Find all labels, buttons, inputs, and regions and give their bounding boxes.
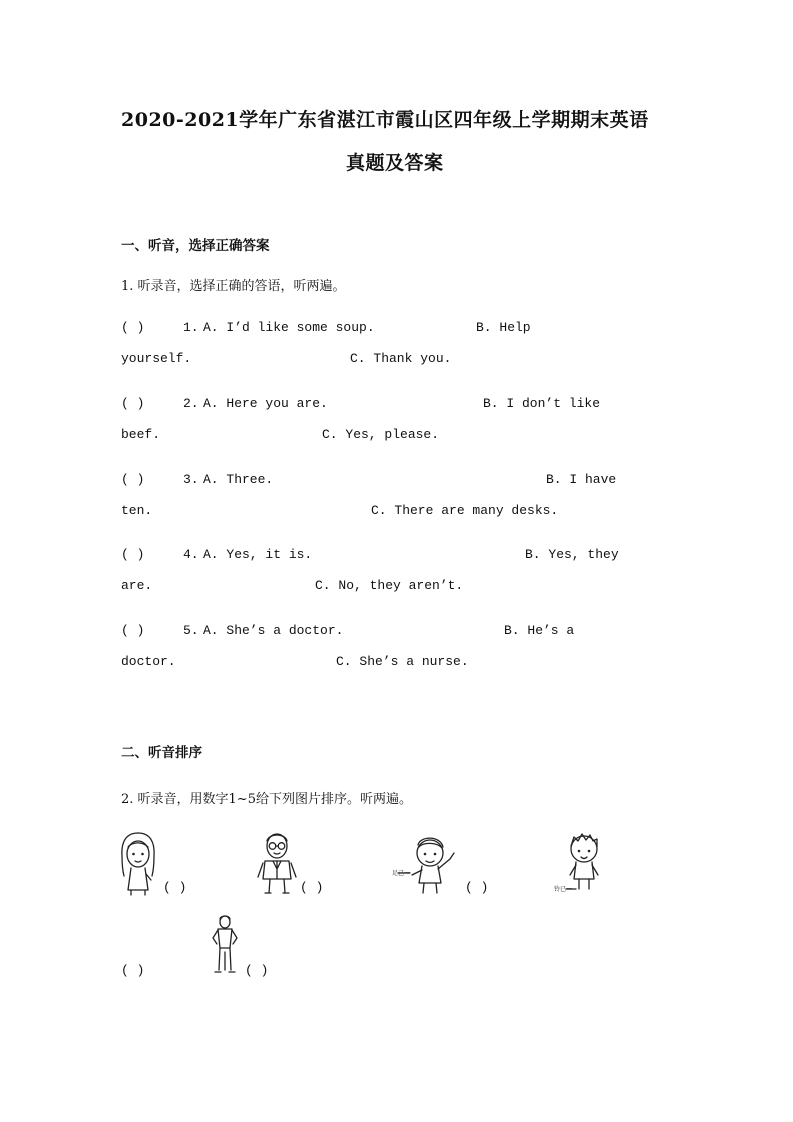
answer-blank-5[interactable]: ( ): [121, 623, 145, 638]
option-4b: B. Yes, they: [525, 547, 619, 562]
picture-caption-1: 足己一: [392, 870, 411, 877]
option-4a: A. Yes, it is.: [203, 547, 313, 562]
picture-blank-5[interactable]: ( ): [245, 963, 269, 978]
answer-blank-3[interactable]: ( ): [121, 472, 145, 487]
option-5a: A. She’s a doctor.: [203, 623, 344, 638]
doc-title-line2: 真题及答案: [346, 152, 444, 174]
option-2c: C. Yes, please.: [322, 427, 440, 442]
option-3b-cont: ten.: [121, 503, 153, 518]
answer-blank-1[interactable]: ( ): [121, 320, 145, 335]
option-5c: C. She’s a nurse.: [336, 654, 469, 669]
question-number-4: 4.: [183, 547, 199, 562]
section2-instruction: 2. 听录音，用数字1~5给下列图片排序。听两遍。: [121, 792, 412, 807]
option-2b: B. I don’t like: [483, 396, 601, 411]
section1-instruction: 1. 听录音，选择正确的答语，听两遍。: [121, 279, 346, 294]
picture-blank-2[interactable]: ( ): [300, 880, 324, 895]
question-number-1: 1.: [183, 320, 199, 335]
option-2b-cont: beef.: [121, 427, 161, 442]
picture-caption-2: 铃已一: [554, 886, 573, 893]
picture-blank-3[interactable]: ( ): [465, 880, 489, 895]
option-1a: A. I’d like some soup.: [203, 320, 375, 335]
doc-title-line1: 2020-2021学年广东省湛江市霞山区四年级上学期期末英语: [121, 109, 649, 131]
question-number-2: 2.: [183, 396, 199, 411]
boy-waving-picture: [392, 833, 460, 895]
option-5b-cont: doctor.: [121, 654, 176, 669]
option-4c: C. No, they aren’t.: [315, 578, 464, 593]
answer-blank-2[interactable]: ( ): [121, 396, 145, 411]
girl-picture: [118, 830, 158, 896]
picture-blank-1[interactable]: ( ): [163, 880, 187, 895]
option-1b: B. Help: [476, 320, 531, 335]
man-standing-picture: [208, 914, 242, 976]
answer-blank-4[interactable]: ( ): [121, 547, 145, 562]
option-1c: C. Thank you.: [350, 351, 452, 366]
boy-picture: [552, 831, 614, 895]
option-3c: C. There are many desks.: [371, 503, 559, 518]
option-5b: B. He’s a: [504, 623, 575, 638]
option-3a: A. Three.: [203, 472, 274, 487]
section1-heading: 一、听音，选择正确答案: [121, 238, 270, 254]
option-2a: A. Here you are.: [203, 396, 328, 411]
option-3b: B. I have: [546, 472, 617, 487]
question-number-3: 3.: [183, 472, 199, 487]
picture-blank-4[interactable]: ( ): [121, 963, 145, 978]
question-number-5: 5.: [183, 623, 199, 638]
section2-heading: 二、听音排序: [121, 745, 202, 761]
man-with-glasses-picture: [257, 831, 297, 895]
option-4b-cont: are.: [121, 578, 153, 593]
option-1b-cont: yourself.: [121, 351, 192, 366]
